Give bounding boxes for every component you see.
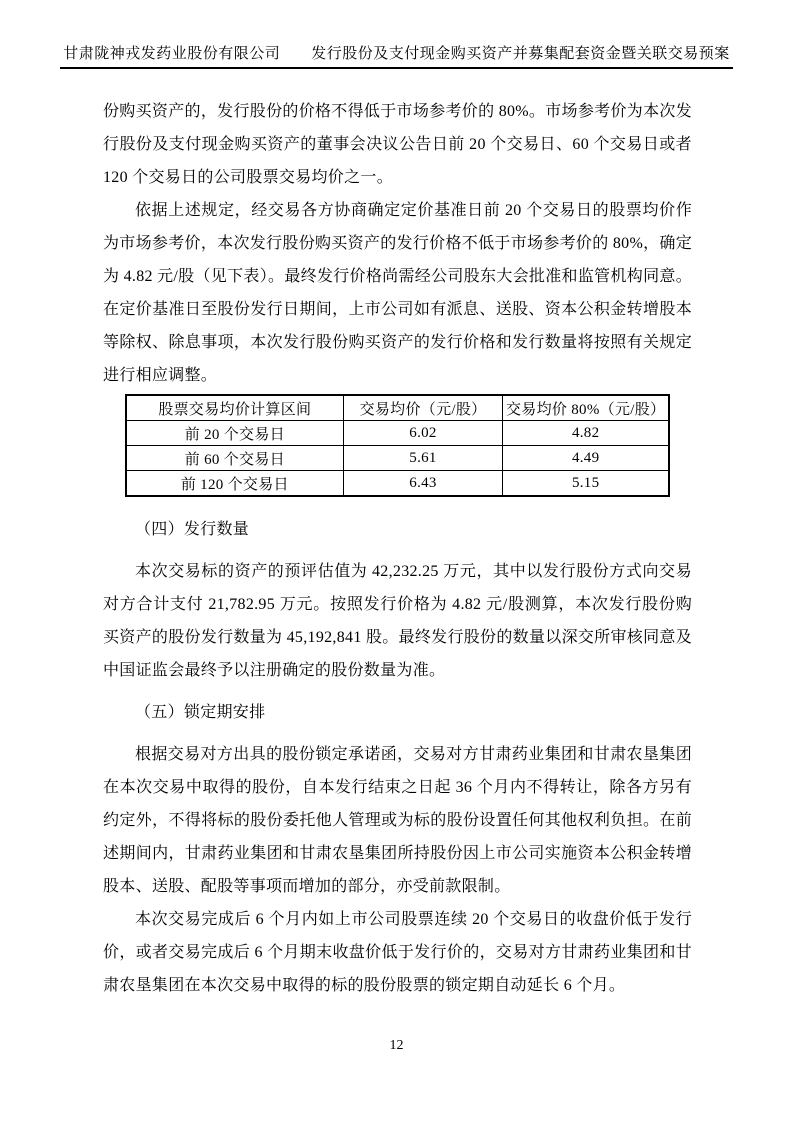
table-header-cell-avg-price: 交易均价（元/股） (343, 395, 503, 421)
table-row (126, 446, 669, 471)
table-row (126, 471, 669, 497)
page-footer (0, 1038, 793, 1054)
average-price-table (125, 394, 670, 497)
page-header (60, 42, 733, 69)
table-header-cell-interval: 股票交易均价计算区间 (126, 395, 343, 421)
table-cell-avg-price: 6.02 (343, 421, 503, 446)
table-cell-interval: 前 60 个交易日 (126, 446, 343, 471)
table-cell-avg-price-80: 5.15 (503, 471, 669, 497)
page-number: 12 (389, 1038, 404, 1053)
paragraph-price-determination: 依据上述规定，经交易各方协商确定定价基准日前 20 个交易日的股票均价作为市场参考价，本次发行股份购买资产的发行价格不低于市场参考价的 80%，确定为 4.82 元/股（见下表）。最终发行价格尚需经公司股东大会批准和监管机构同意。在定价基准日至股份发行日期间，上市公司如有派息、送股、资本公积金转增股本等除权、除息事项，本次发行股份购买资产的发行价格和发行数量将按照有关规定进行相应调整。 (103, 202, 692, 384)
document-body (103, 95, 692, 1002)
paragraph-issue-price-rule: 份购买资产的，发行股份的价格不得低于市场参考价的 80%。市场参考价为本次发行股份及支付现金购买资产的董事会决议公告日前 20 个交易日、60 个交易日或者 120 个交易日的公司股票交易均价之一。 (103, 103, 692, 186)
paragraph-lockup-extension: 本次交易完成后 6 个月内如上市公司股票连续 20 个交易日的收盘价低于发行价，或者交易完成后 6 个月期末收盘价低于发行价的，交易对方甘肃药业集团和甘肃农垦集团在本次交易中取得的标的股份股票的锁定期自动延长 6 个月。 (103, 911, 692, 994)
table-header-cell-avg-price-80: 交易均价 80%（元/股） (503, 395, 669, 421)
table-cell-avg-price-80: 4.49 (503, 446, 669, 471)
paragraph-issue-quantity: 本次交易标的资产的预评估值为 42,232.25 万元，其中以发行股份方式向交易对方合计支付 21,782.95 万元。按照发行价格为 4.82 元/股测算，本次发行股份购买资产的股份发行数量为 45,192,841 股。最终发行股份的数量以深交所审核同意及中国证监会最终予以注册确定的股份数量为准。 (103, 563, 692, 679)
section-heading-issue-quantity: （四）发行数量 (135, 521, 250, 538)
table-cell-interval: 前 120 个交易日 (126, 471, 343, 497)
header-title: 甘肃陇神戎发药业股份有限公司 发行股份及支付现金购买资产并募集配套资金暨关联交易预案 (60, 42, 733, 69)
table-cell-interval: 前 20 个交易日 (126, 421, 343, 446)
table-row (126, 421, 669, 446)
table-header-row (126, 395, 669, 421)
table-cell-avg-price-80: 4.82 (503, 421, 669, 446)
table-cell-avg-price: 6.43 (343, 471, 503, 497)
table-cell-avg-price: 5.61 (343, 446, 503, 471)
section-heading-lockup-arrangement: （五）锁定期安排 (135, 704, 266, 721)
paragraph-lockup-commitment: 根据交易对方出具的股份锁定承诺函，交易对方甘肃药业集团和甘肃农垦集团在本次交易中取得的股份，自本发行结束之日起 36 个月内不得转让，除各方另有约定外，不得将标的股份委托他人管理或为标的股份设置任何其他权利负担。在前述期间内，甘肃药业集团和甘肃农垦集团所持股份因上市公司实施资本公积金转增股本、送股、配股等事项而增加的部分，亦受前款限制。 (103, 746, 692, 895)
